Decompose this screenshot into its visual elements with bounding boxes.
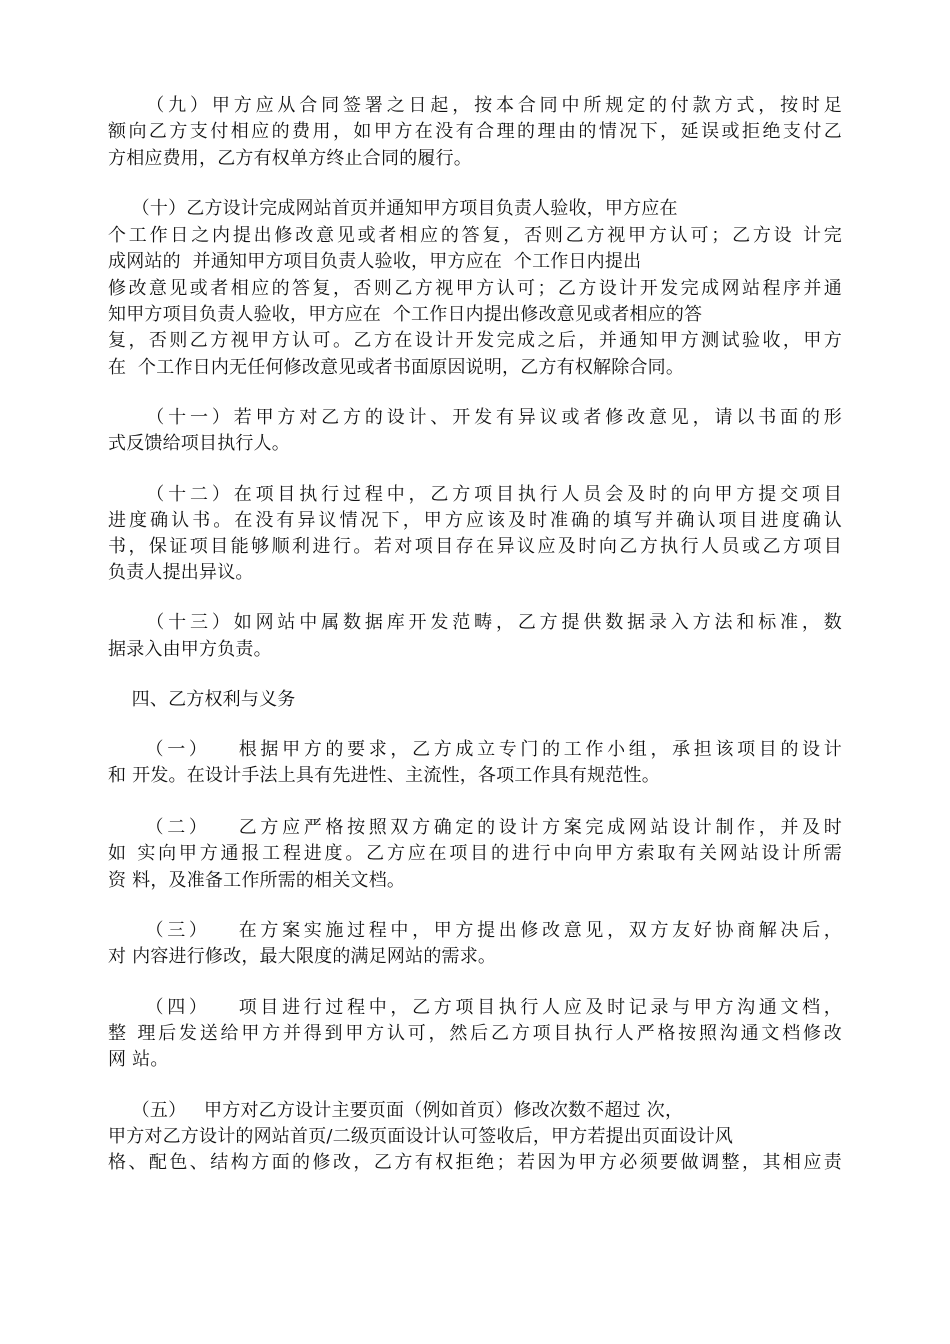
paragraph-line: 资 料，及准备工作所需的相关文档。 — [108, 870, 406, 891]
paragraph-line: 成网站的 并通知甲方项目负责人验收，甲方应在 个工作日内提出 — [108, 251, 642, 272]
paragraph-line: 复，否则乙方视甲方认可。乙方在设计开发完成之后，并通知甲方测试验收，甲方 — [108, 330, 842, 351]
paragraph-line: 负责人提出异议。 — [108, 562, 254, 583]
paragraph-line: 据录入由甲方负责。 — [108, 639, 272, 660]
paragraph-line: （十三）如网站中属数据库开发范畴，乙方提供数据录入方法和标准，数 — [108, 612, 842, 633]
section-heading: 四、乙方权利与义务 — [108, 689, 296, 710]
paragraph-line: 和 开发。在设计手法上具有先进性、主流性，各项工作具有规范性。 — [108, 765, 660, 786]
paragraph-line: 对 内容进行修改，最大限度的满足网站的需求。 — [108, 946, 497, 967]
paragraph-line: 式反馈给项目执行人。 — [108, 433, 290, 454]
paragraph-line: 网 站。 — [108, 1049, 169, 1070]
paragraph-line: 书，保证项目能够顺利进行。若对项目存在异议应及时向乙方执行人员或乙方项目 — [108, 536, 842, 557]
paragraph-line: （十）乙方设计完成网站首页并通知甲方项目负责人验收，甲方应在 — [108, 198, 678, 219]
paragraph-line: （十二）在项目执行过程中，乙方项目执行人员会及时的向甲方提交项目 — [108, 484, 842, 505]
paragraph-line: （九）甲方应从合同签署之日起，按本合同中所规定的付款方式，按时足 — [108, 95, 842, 116]
paragraph-line: （四） 项目进行过程中，乙方项目执行人应及时记录与甲方沟通文档， — [108, 997, 842, 1018]
paragraph-line: 个工作日之内提出修改意见或者相应的答复，否则乙方视甲方认可；乙方设 计完 — [108, 225, 842, 246]
paragraph-line: 如 实向甲方通报工程进度。乙方应在项目的进行中向甲方索取有关网站设计所需 — [108, 843, 842, 864]
paragraph-line: （二） 乙方应严格按照双方确定的设计方案完成网站设计制作，并及时 — [108, 817, 842, 838]
paragraph-line: （十一）若甲方对乙方的设计、开发有异议或者修改意见，请以书面的形 — [108, 407, 842, 428]
paragraph-line: 进度确认书。在没有异议情况下，甲方应该及时准确的填写并确认项目进度确认 — [108, 510, 842, 531]
paragraph-line: 额向乙方支付相应的费用，如甲方在没有合理的理由的情况下，延误或拒绝支付乙 — [108, 121, 842, 142]
paragraph-line: （三） 在方案实施过程中，甲方提出修改意见，双方友好协商解决后， — [108, 920, 842, 941]
paragraph-line: 在 个工作日内无任何修改意见或者书面原因说明，乙方有权解除合同。 — [108, 357, 685, 378]
paragraph-line: 修改意见或者相应的答复，否则乙方视甲方认可；乙方设计开发完成网站程序并通 — [108, 278, 842, 299]
paragraph-line: 方相应费用，乙方有权单方终止合同的履行。 — [108, 148, 472, 169]
paragraph-line: （一） 根据甲方的要求，乙方成立专门的工作小组，承担该项目的设计 — [108, 739, 842, 760]
paragraph-line: 知甲方项目负责人验收，甲方应在 个工作日内提出修改意见或者相应的答 — [108, 304, 703, 325]
paragraph-line: 甲方对乙方设计的网站首页/二级页面设计认可签收后，甲方若提出页面设计风 — [108, 1126, 734, 1147]
paragraph-line: （五） 甲方对乙方设计主要页面（例如首页）修改次数不超过 次， — [108, 1100, 684, 1121]
paragraph-line: 整 理后发送给甲方并得到甲方认可，然后乙方项目执行人严格按照沟通文档修改 — [108, 1023, 842, 1044]
paragraph-line: 格、配色、结构方面的修改，乙方有权拒绝；若因为甲方必须要做调整，其相应责 — [108, 1152, 842, 1173]
